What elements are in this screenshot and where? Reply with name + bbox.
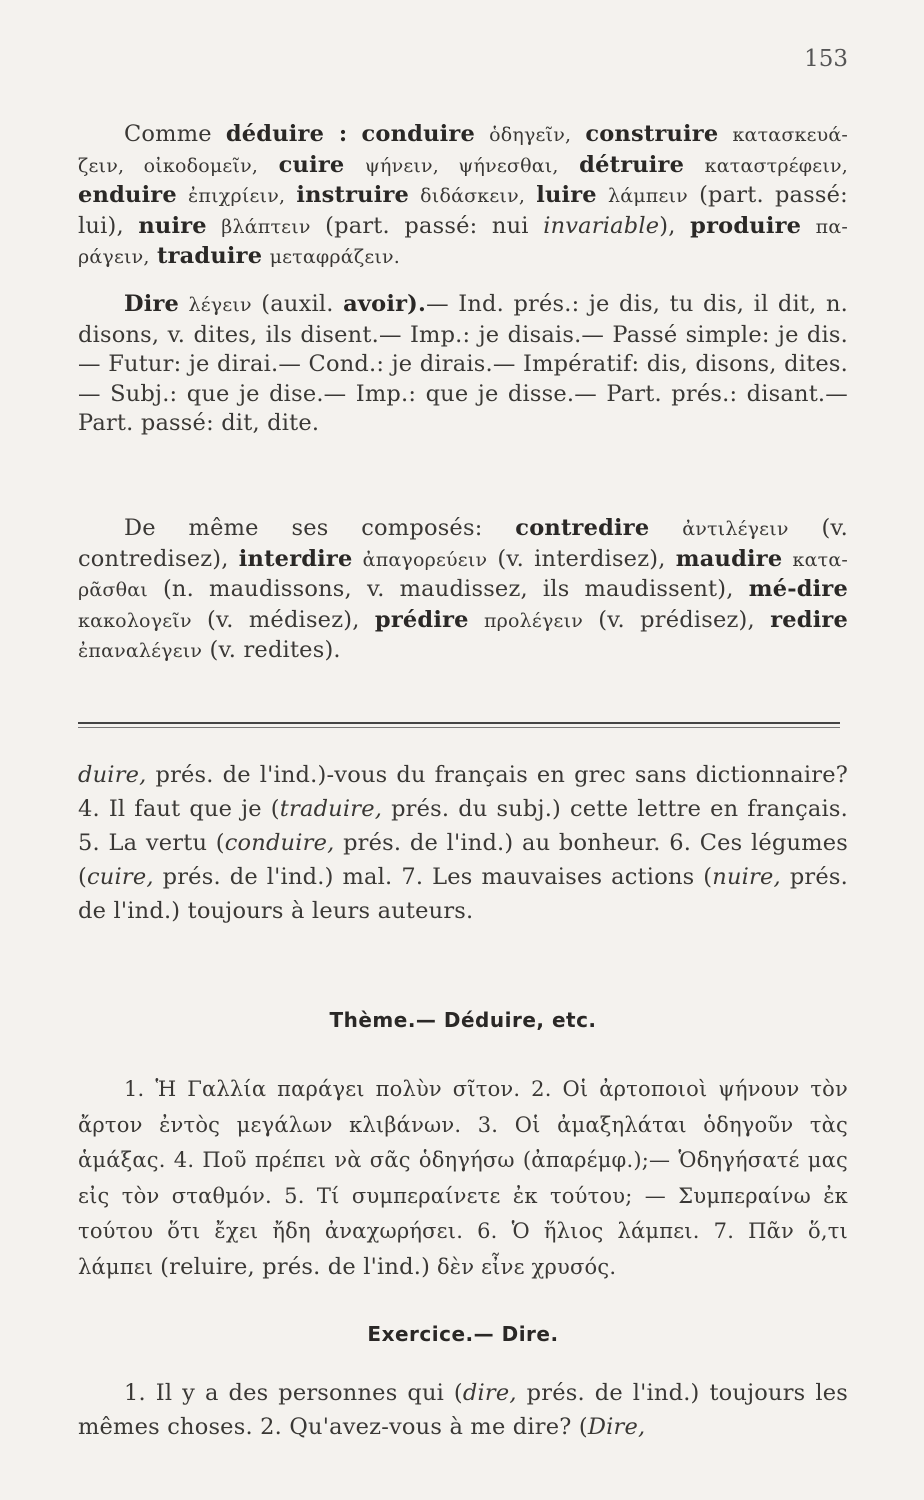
- theme-paragraph: [78, 1072, 848, 1285]
- exercice-text: 1. Il y a des personnes qui (dire, prés. de l'ind.) toujours les mêmes choses. 2. Qu'avez-vous à me dire? (Dire,: [78, 1380, 848, 1440]
- exercise-continuation: [78, 758, 848, 928]
- dire-compounds: De même ses composés: contredire ἀντιλέγειν (v. contredisez), interdire ἀπαγορεύειν (v. interdisez), maudire κατα-ρᾶσθαι (n. maudissons, v. maudissez, ils maudissent), mé-dire κακολογεῖν (v. médisez), prédire προλέγειν (v. prédisez), redire ἐπαναλέγειν (v. redites).: [78, 515, 849, 663]
- paragraph-dire-compounds: [78, 514, 848, 667]
- exercice-paragraph: [78, 1376, 848, 1444]
- paragraph-dire-conjugation: [78, 290, 848, 439]
- exercise-continuation-text: duire, prés. de l'ind.)-vous du français en grec sans dictionnaire? 4. Il faut que je (traduire, prés. du subj.) cette lettre en français. 5. La vertu (conduire, prés. de l'ind.) au bonheur. 6. Ces légumes (cuire, prés. de l'ind.) mal. 7. Les mauvaises actions (nuire, prés. de l'ind.) toujours à leurs auteurs.: [78, 762, 848, 924]
- theme-text: 1. Ἡ Γαλλία παράγει πολὺν σῖτον. 2. Οἱ ἀρτοποιοὶ ψήνουν τὸν ἄρτον ἐντὸς μεγάλων κλιβάνων. 3. Οἱ ἀμαξηλάται ὁδηγοῦν τὰς ἁμάξας. 4. Ποῦ πρέπει νὰ σᾶς ὁδηγήσω (ἀπαρέμφ.);— Ὁδηγήσατέ μας εἰς τὸν σταθμόν. 5. Τί συμπεραίνετε ἐκ τούτου; — Συμπεραίνω ἐκ τούτου ὅτι ἔχει ἤδη ἀναχωρήσει. 6. Ὁ ἥλιος λάμπει. 7. Πᾶν ὅ,τι λάμπει (reluire, prés. de l'ind.) δὲν εἶνε χρυσός.: [78, 1077, 848, 1280]
- exercice-heading: Exercice.— Dire.: [367, 1322, 559, 1346]
- separator-rule-thin: [78, 727, 840, 728]
- dire-conjugation: Dire λέγειν (auxil. avoir).— Ind. prés.: je dis, tu dis, il dit, n. disons, v. dites, ils disent.— Imp.: je disais.— Passé simple: je dis.— Futur: je dirai.— Cond.: je dirais.— Impératif: dis, disons, dites.— Subj.: que je dise.— Imp.: que je disse.— Part. prés.: disant.— Part. passé: dit, dite.: [78, 291, 848, 436]
- separator-rule: [78, 722, 840, 724]
- paragraph-deduire-verbs: [78, 120, 848, 273]
- theme-heading: Thème.— Déduire, etc.: [329, 1008, 597, 1032]
- verbs-like-deduire: Comme déduire : conduire ὁδηγεῖν, construire κατασκευά-ζειν, οἰκοδομεῖν, cuire ψήνειν, ψήνεσθαι, détruire καταστρέφειν, enduire ἐπιχρίειν, instruire διδάσκειν, luire λάμπειν (part. passé: lui), nuire βλάπτειν (part. passé: nui invariable), produire πα-ράγειν, traduire μεταφράζειν.: [78, 121, 849, 269]
- page-number: 153: [804, 46, 848, 72]
- book-page: [78, 0, 848, 1500]
